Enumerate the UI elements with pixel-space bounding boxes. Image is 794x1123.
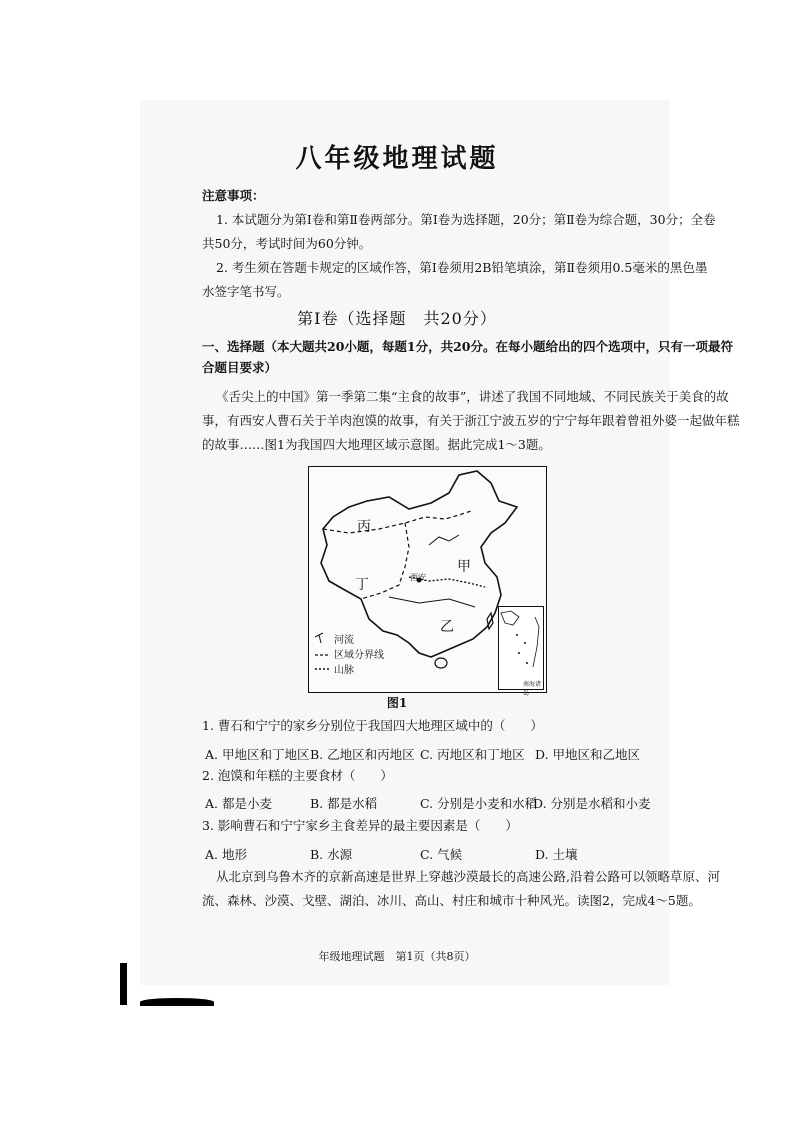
question-1-option-d: D. 甲地区和乙地区 xyxy=(535,747,641,762)
passage1-line-2: 事，有西安人曹石关于羊肉泡馍的故事，有关于浙江宁波五岁的宁宁每年跟着曾祖外婆一起做年糕 xyxy=(202,413,740,428)
notice-item-2-line-1: 2. 考生须在答题卡规定的区域作答，第Ⅰ卷须用2B铅笔填涂，第Ⅱ卷须用0.5毫米的黑色墨 xyxy=(216,260,708,275)
boundary-line-northwest xyxy=(323,511,471,533)
legend-mountain-label: 山脉 xyxy=(334,665,354,676)
country-outline xyxy=(321,471,517,657)
river-line xyxy=(429,535,459,545)
scan-smudge-mark xyxy=(140,998,214,1006)
passage1-line-3: 的故事……图1为我国四大地理区域示意图。据此完成1～3题。 xyxy=(202,437,551,452)
region-label-jia: 甲 xyxy=(457,559,471,575)
notice-item-1-line-2: 共50分，考试时间为60分钟。 xyxy=(202,236,372,251)
inset-drawing xyxy=(499,607,543,689)
passage2-line-2: 流、森林、沙漠、戈壁、湖泊、冰川、高山、村庄和城市十种风光。读图2，完成4～5题。 xyxy=(202,893,701,908)
passage1-line-1: 《舌尖上的中国》第一季第二集“主食的故事”，讲述了我国不同地域、不同民族关于美食的故 xyxy=(216,389,729,404)
city-label-xian: 西安 xyxy=(410,573,426,582)
question-2-option-b: B. 都是水稻 xyxy=(310,796,378,811)
question-2-stem: 2. 泡馍和年糕的主要食材（ ） xyxy=(202,768,393,783)
question-2-option-a: A. 都是小麦 xyxy=(205,796,272,811)
figure-caption: 图1 xyxy=(386,696,408,710)
question-3-option-b: B. 水源 xyxy=(310,847,353,862)
page-title: 八年级地理试题 xyxy=(295,144,499,174)
region-label-ding: 丁 xyxy=(355,577,369,593)
question-1-option-a: A. 甲地区和丁地区 xyxy=(205,747,310,762)
question-3-option-d: D. 土壤 xyxy=(535,847,578,862)
question-3-option-c: C. 气候 xyxy=(420,847,463,862)
question-1-option-c: C. 丙地区和丁地区 xyxy=(420,747,525,762)
region-label-bing: 丙 xyxy=(357,519,371,535)
hainan-island xyxy=(435,658,447,668)
notice-item-1-line-1: 1. 本试题分为第Ⅰ卷和第Ⅱ卷两部分。第Ⅰ卷为选择题，20分；第Ⅱ卷为综合题，30分；全卷 xyxy=(216,212,716,227)
question-3-option-a: A. 地形 xyxy=(205,847,247,862)
page-footer: 年级地理试题 第1页（共8页） xyxy=(318,950,476,963)
question-2-option-d: D. 分别是水稻和小麦 xyxy=(533,796,651,811)
question-1-option-b: B. 乙地区和丙地区 xyxy=(310,747,415,762)
legend-boundary-label: 区域分界线 xyxy=(334,650,384,661)
south-china-sea-inset xyxy=(498,606,544,697)
river-line-south xyxy=(389,597,475,607)
region-label-yi: 乙 xyxy=(440,619,454,635)
legend-river-icon xyxy=(315,633,323,643)
question-2-option-c: C. 分别是小麦和水稻 xyxy=(420,796,538,811)
scan-edge-mark xyxy=(120,963,127,1005)
passage2-line-1: 从北京到乌鲁木齐的京新高速是世界上穿越沙漠最长的高速公路,沿着公路可以领略草原、河 xyxy=(216,869,720,884)
notice-item-2-line-2: 水签字笔书写。 xyxy=(202,284,290,299)
instructions-line-2: 合题目要求） xyxy=(202,360,278,375)
question-1-stem: 1. 曹石和宁宁的家乡分别位于我国四大地理区域中的（ ） xyxy=(202,718,543,733)
notice-heading: 注意事项： xyxy=(202,188,265,203)
legend-river-label: 河流 xyxy=(334,635,354,646)
question-3-stem: 3. 影响曹石和宁宁家乡主食差异的最主要因素是（ ） xyxy=(202,818,518,833)
inset-label: 南海诸岛 xyxy=(523,681,542,697)
section-title: 第Ⅰ卷（选择题 共20分） xyxy=(297,309,497,328)
instructions-line-1: 一、选择题（本大题共20小题，每题1分，共20分。在每小题给出的四个选项中，只有一项最符 xyxy=(202,339,733,354)
